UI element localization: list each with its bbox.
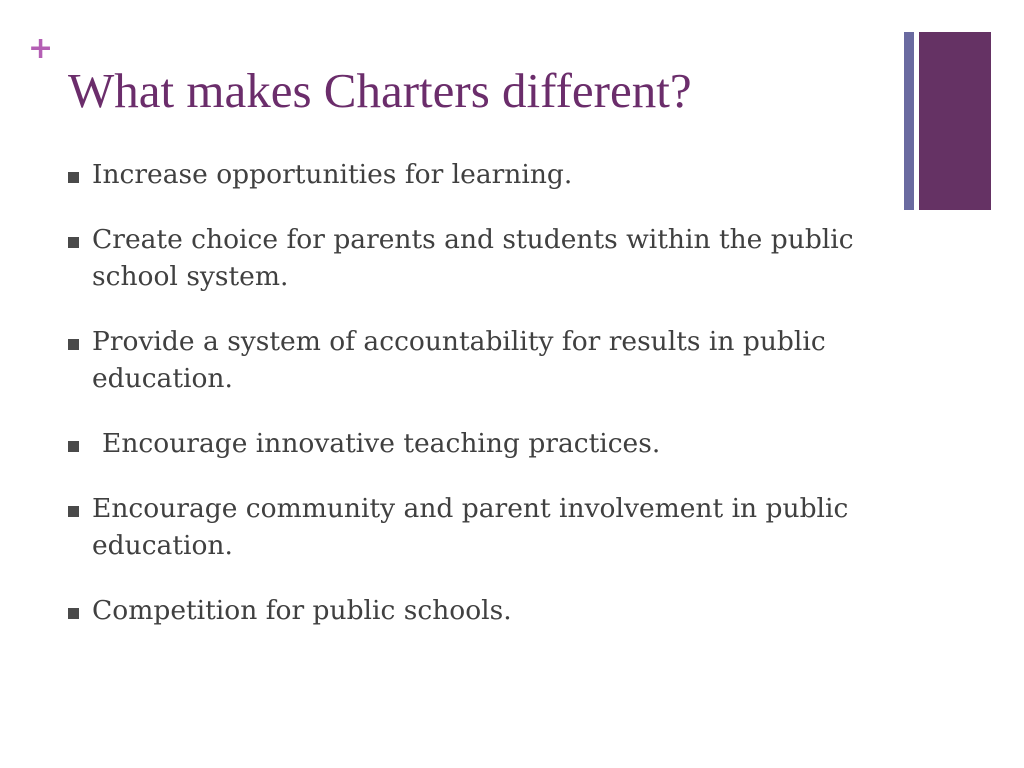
bullet-text: Encourage innovative teaching practices.: [102, 428, 661, 459]
bullet-item: [68, 323, 888, 397]
bullet-item: [68, 490, 888, 564]
bullet-item: [68, 156, 888, 193]
plus-icon: +: [28, 31, 54, 66]
bullet-item: [68, 221, 888, 295]
bullet-item: [68, 425, 888, 462]
bullet-text: Provide a system of accountability for results in public education.: [92, 326, 826, 394]
accent-bar-block: [919, 32, 991, 210]
square-bullet-icon: [68, 608, 79, 619]
bullet-text: Competition for public schools.: [92, 595, 512, 626]
bullet-text: Encourage community and parent involvement in public education.: [92, 493, 849, 561]
accent-bar-thin: [904, 32, 914, 210]
bullet-item: [68, 592, 888, 629]
bullet-text: Increase opportunities for learning.: [92, 159, 573, 190]
bullet-text: Create choice for parents and students within the public school system.: [92, 224, 854, 292]
square-bullet-icon: [68, 339, 79, 350]
bullet-list: [68, 156, 888, 657]
square-bullet-icon: [68, 237, 79, 248]
square-bullet-icon: [68, 172, 79, 183]
square-bullet-icon: [68, 441, 79, 452]
square-bullet-icon: [68, 506, 79, 517]
slide-title: What makes Charters different?: [68, 63, 692, 118]
